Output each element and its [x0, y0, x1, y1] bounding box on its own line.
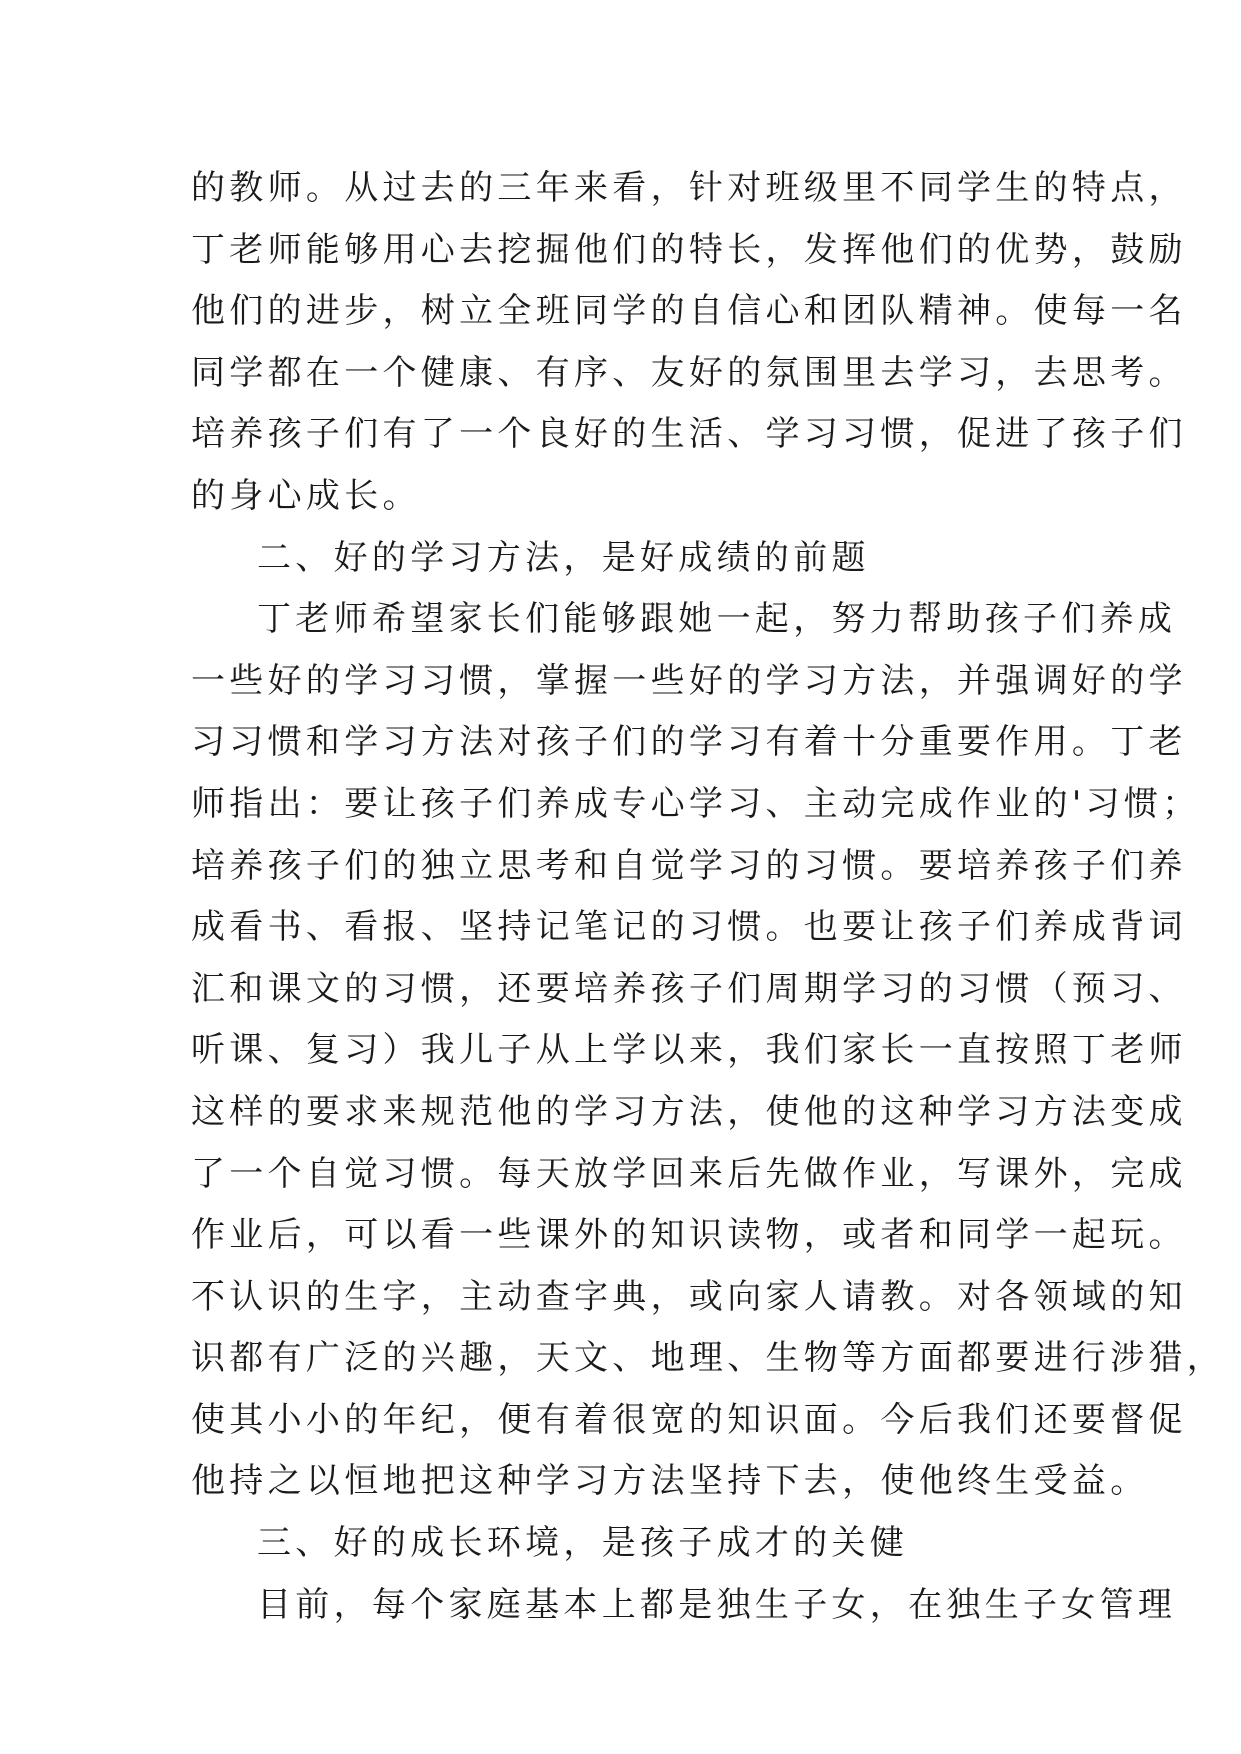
text-line: 丁老师希望家长们能够跟她一起，努力帮助孩子们养成	[257, 599, 1177, 640]
document-body	[191, 158, 1226, 1636]
text-line: 丁老师能够用心去挖掘他们的特长，发挥他们的优势，鼓励	[191, 229, 1187, 270]
section-heading: 三、好的成长环境，是孩子成才的关健	[257, 1523, 909, 1564]
text-line: 同学都在一个健康、有序、友好的氛围里去学习，去思考。	[191, 352, 1187, 393]
text-line: 作业后，可以看一些课外的知识读物，或者和同学一起玩。	[191, 1215, 1187, 1256]
text-line: 汇和课文的习惯，还要培养孩子们周期学习的习惯（预习、	[191, 968, 1187, 1009]
text-line: 成看书、看报、坚持记笔记的习惯。也要让孩子们养成背词	[191, 907, 1187, 948]
text-line: 的教师。从过去的三年来看，针对班级里不同学生的特点，	[191, 168, 1187, 208]
text-line: 这样的要求来规范他的学习方法，使他的这种学习方法变成	[191, 1091, 1187, 1132]
text-line: 不认识的生字，主动查字典，或向家人请教。对各领域的知	[191, 1276, 1187, 1317]
text-line: 目前，每个家庭基本上都是独生子女，在独生子女管理	[257, 1584, 1177, 1625]
text-line: 他持之以恒地把这种学习方法坚持下去，使他终生受益。	[191, 1461, 1149, 1502]
text-line: 习习惯和学习方法对孩子们的学习有着十分重要作用。丁老	[191, 722, 1187, 763]
text-line: 一些好的学习习惯，掌握一些好的学习方法，并强调好的学	[191, 660, 1187, 701]
text-line: 使其小小的年纪，便有着很宽的知识面。今后我们还要督促	[191, 1399, 1187, 1440]
text-line: 识都有广泛的兴趣，天文、地理、生物等方面都要进行涉猎，	[191, 1338, 1226, 1379]
text-line: 了一个自觉习惯。每天放学回来后先做作业，写课外，完成	[191, 1153, 1187, 1194]
text-line: 听课、复习）我儿子从上学以来，我们家长一直按照丁老师	[191, 1030, 1187, 1071]
text-line: 师指出：要让孩子们养成专心学习、主动完成作业的'习惯；	[191, 783, 1201, 824]
text-line: 他们的进步，树立全班同学的自信心和团队精神。使每一名	[191, 291, 1187, 332]
text-line: 培养孩子们的独立思考和自觉学习的习惯。要培养孩子们养	[191, 845, 1187, 886]
text-line: 的身心成长。	[191, 475, 421, 516]
text-line: 培养孩子们有了一个良好的生活、学习习惯，促进了孩子们	[191, 414, 1187, 455]
section-heading: 二、好的学习方法，是好成绩的前题	[257, 537, 870, 578]
